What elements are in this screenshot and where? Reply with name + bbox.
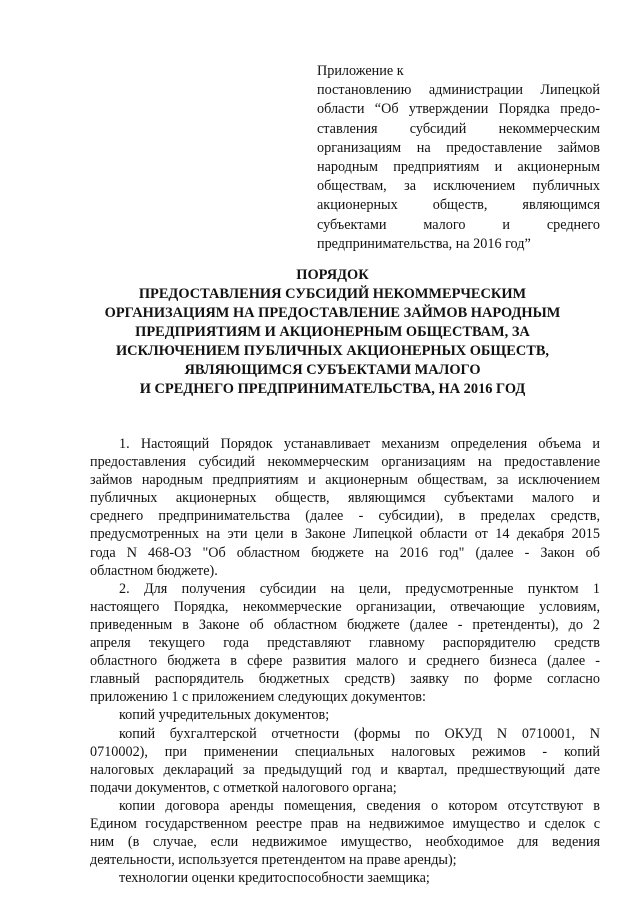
paragraph-line: настоящего Порядка, некоммерческие организации, отвечающие условиям,	[90, 598, 600, 615]
appendix-line: акционерных обществ, являющимся	[317, 197, 600, 214]
paragraph-line: займов народным предприятиям и акционерным обществам, за исключением	[90, 472, 600, 489]
paragraph-line: предусмотренных на эти цели в Законе Липецкой области от 14 декабря 2015	[90, 526, 600, 543]
paragraph-5	[90, 797, 600, 869]
title-line: ПРЕДОСТАВЛЕНИЯ СУБСИДИЙ НЕКОММЕРЧЕСКИМ	[138, 286, 527, 302]
appendix-line: Приложение к	[317, 63, 404, 79]
paragraph-line: среднего предпринимательства (далее - субсидии), в пределах средств,	[90, 508, 600, 525]
paragraph-2	[90, 580, 600, 707]
paragraph-line: главный распорядитель бюджетных средств) заявку по форме согласно	[90, 671, 600, 688]
title-line: И СРЕДНЕГО ПРЕДПРИНИМАТЕЛЬСТВА, НА 2016 ГОД	[139, 381, 526, 397]
paragraph-line: копий учредительных документов;	[119, 707, 330, 724]
paragraph-line: приложению 1 с приложением следующих документов:	[90, 689, 426, 706]
paragraph-line: налоговых деклараций за предыдущий год и квартал, предшествующий дате	[90, 761, 600, 778]
paragraph-line: технологии оценки кредитоспособности заемщика;	[119, 870, 430, 887]
appendix-line: обществам, за исключением публичных	[317, 178, 600, 195]
paragraph-4	[90, 725, 600, 797]
paragraph-line: копий бухгалтерской отчетности (формы по ОКУД N 0710001, N	[119, 725, 600, 742]
document-title	[60, 266, 605, 399]
appendix-line: предпринимательства, на 2016 год”	[317, 235, 531, 252]
paragraph-line: апреля текущего года представляют главному распорядителю средств	[90, 635, 600, 652]
paragraph-line: предоставления субсидий некоммерческим организациям на предоставление	[90, 454, 600, 471]
paragraph-1	[90, 435, 600, 580]
paragraph-line: 2. Для получения субсидии на цели, предусмотренные пунктом 1	[119, 580, 600, 597]
title-line: ИСКЛЮЧЕНИЕМ ПУБЛИЧНЫХ АКЦИОНЕРНЫХ ОБЩЕСТВ,	[115, 343, 550, 359]
paragraph-line: публичных акционерных обществ, являющимся субъектами малого и	[90, 490, 600, 507]
paragraph-3	[90, 706, 600, 724]
paragraph-line: деятельности, используется претендентом на праве аренды);	[90, 852, 457, 869]
paragraph-line: подачи документов, с отметкой налогового органа;	[90, 779, 397, 796]
paragraph-line: Едином государственном реестре прав на недвижимое имущество и сделок с	[90, 815, 600, 832]
appendix-note	[317, 62, 600, 254]
paragraph-line: областном бюджете).	[90, 562, 218, 579]
paragraph-6	[90, 869, 600, 887]
appendix-line: постановлению администрации Липецкой	[317, 82, 600, 99]
document-body	[90, 435, 600, 887]
paragraph-line: 0710002), при применении специальных налоговых режимов - копий	[90, 743, 600, 760]
paragraph-line: ним (в случае, если недвижимое имущество, необходимое для ведения	[90, 834, 600, 851]
title-line: ПРЕДПРИЯТИЯМ И АКЦИОНЕРНЫМ ОБЩЕСТВАМ, ЗА	[135, 324, 530, 340]
appendix-line: народным предприятиям и акционерным	[317, 159, 600, 176]
paragraph-line: года N 468-ОЗ "Об областном бюджете на 2016 год" (далее - Закон об	[90, 544, 600, 561]
title-line: ЯВЛЯЮЩИМСЯ СУБЪЕКТАМИ МАЛОГО	[184, 362, 481, 378]
paragraph-line: приведенным в Законе об областном бюджете (далее - претенденты), до 2	[90, 616, 600, 633]
appendix-line: организациям на предоставление займов	[317, 139, 600, 156]
appendix-line: ставления субсидий некоммерческим	[317, 120, 600, 137]
paragraph-line: областного бюджета в сфере развития малого и среднего бизнеса (далее -	[90, 653, 600, 670]
appendix-line: области “Об утверждении Порядка предо-	[317, 101, 600, 118]
title-line: ПОРЯДОК	[296, 267, 369, 283]
title-line: ОРГАНИЗАЦИЯМ НА ПРЕДОСТАВЛЕНИЕ ЗАЙМОВ НАРОДНЫМ	[104, 305, 561, 321]
appendix-line: субъектами малого и среднего	[317, 216, 600, 233]
paragraph-line: 1. Настоящий Порядок устанавливает механизм определения объема и	[119, 436, 600, 452]
paragraph-line: копии договора аренды помещения, сведения о котором отсутствуют в	[119, 797, 600, 814]
